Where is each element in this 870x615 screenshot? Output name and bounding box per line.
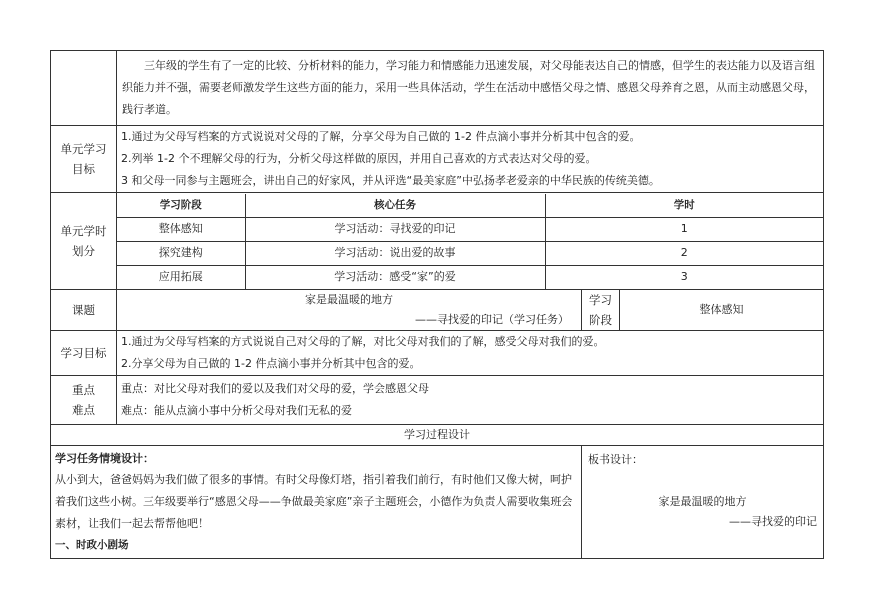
unit-hours-cell <box>117 193 824 290</box>
intro-row <box>51 51 824 126</box>
lesson-goal-item-2: 2.分享父母为自己做的 1-2 件点滴小事并分析其中包含的爱。 <box>121 357 421 370</box>
difficult-label: 难点 <box>72 403 95 417</box>
task-cell: 学习活动：说出爱的故事 <box>245 241 545 265</box>
key-points-content <box>117 376 824 425</box>
lesson-subtitle: ——寻找爱的印记（学习任务） <box>415 313 569 326</box>
key-point-text: 重点：对比父母对我们的爱以及我们对父母的爱，学会感恩父母 <box>121 382 429 395</box>
unit-goal-row <box>51 126 824 193</box>
process-title-row <box>51 425 824 446</box>
lesson-plan-table <box>50 50 824 559</box>
unit-hours-row-2 <box>117 241 823 265</box>
lesson-title: 家是最温暖的地方 <box>305 293 393 306</box>
intro-text: 三年级的学生有了一定的比较、分析材料的能力，学习能力和情感能力迅速发展，对父母能表达自己的情感，但学生的表达能力以及语言组织能力并不强，需要老师激发学生这些方面的能力，采用一些具体活动，学生在活动中感悟父母之情、感恩父母养育之恩，从而主动感恩父母，践行孝道。 <box>117 51 824 126</box>
section-1-title: 一、时政小剧场 <box>55 539 129 551</box>
hours-cell: 3 <box>545 265 823 289</box>
lesson-label: 课题 <box>51 290 117 331</box>
unit-goal-item-1: 1.通过为父母写档案的方式说说对父母的了解，分享父母为自己做的 1-2 件点滴小事并分析其中包含的爱。 <box>121 130 641 143</box>
unit-goal-item-3: 3 和父母一同参与主题班会，讲出自己的好家风，并从评选“最美家庭”中弘扬孝老爱亲的中华民族的传统美德。 <box>121 174 660 187</box>
task-cell: 学习活动：寻找爱的印记 <box>245 217 545 241</box>
scenario-text: 从小到大，爸爸妈妈为我们做了很多的事情。有时父母像灯塔，指引着我们前行，有时他们又像大树，呵护着我们这些小树。三年级要举行“感恩父母——争做最美家庭”亲子主题班会，小德作为负责人需要收集班会素材，让我们一起去帮帮他吧！ <box>55 473 573 530</box>
unit-hours-row <box>51 193 824 290</box>
key-points-label <box>51 376 117 425</box>
lesson-goal-list <box>117 331 824 376</box>
unit-hours-label: 单元学时划分 <box>51 193 117 290</box>
unit-hours-header-row <box>117 194 823 218</box>
stage-cell: 探究建构 <box>117 241 245 265</box>
lesson-goal-label: 学习目标 <box>51 331 117 376</box>
unit-hours-row-1 <box>117 217 823 241</box>
stage-cell: 应用拓展 <box>117 265 245 289</box>
key-label: 重点 <box>72 383 95 397</box>
lesson-stage-value: 整体感知 <box>620 290 824 331</box>
lesson-row <box>51 290 824 331</box>
hours-cell: 1 <box>545 217 823 241</box>
unit-goal-label: 单元学习目标 <box>51 126 117 193</box>
lesson-goal-row <box>51 331 824 376</box>
unit-goal-item-2: 2.列举 1-2 个不理解父母的行为，分析父母这样做的原因，并用自己喜欢的方式表达对父母的爱。 <box>121 152 597 165</box>
hours-cell: 2 <box>545 241 823 265</box>
process-scenario-cell <box>51 446 582 559</box>
board-subtitle: ——寻找爱的印记 <box>729 515 817 528</box>
process-title: 学习过程设计 <box>51 425 824 446</box>
unit-hours-table <box>117 194 823 289</box>
difficult-point-text: 难点：能从点滴小事中分析父母对我们无私的爱 <box>121 404 352 417</box>
process-content-row <box>51 446 824 559</box>
board-label: 板书设计： <box>588 453 643 466</box>
board-design-cell <box>582 446 824 559</box>
stage-cell: 整体感知 <box>117 217 245 241</box>
header-stage: 学习阶段 <box>117 194 245 218</box>
key-points-row <box>51 376 824 425</box>
unit-goal-list <box>117 126 824 193</box>
board-title: 家是最温暖的地方 <box>658 495 747 508</box>
header-hours: 学时 <box>545 194 823 218</box>
unit-hours-row-3 <box>117 265 823 289</box>
intro-label-cell <box>51 51 117 126</box>
lesson-title-cell <box>117 290 582 331</box>
header-task: 核心任务 <box>245 194 545 218</box>
scenario-title: 学习任务情境设计： <box>55 452 154 465</box>
task-cell: 学习活动：感受“家”的爱 <box>245 265 545 289</box>
lesson-goal-item-1: 1.通过为父母写档案的方式说说自己对父母的了解，对比父母对我们的了解，感受父母对我们的爱。 <box>121 335 605 348</box>
lesson-stage-label: 学习阶段 <box>582 290 620 331</box>
